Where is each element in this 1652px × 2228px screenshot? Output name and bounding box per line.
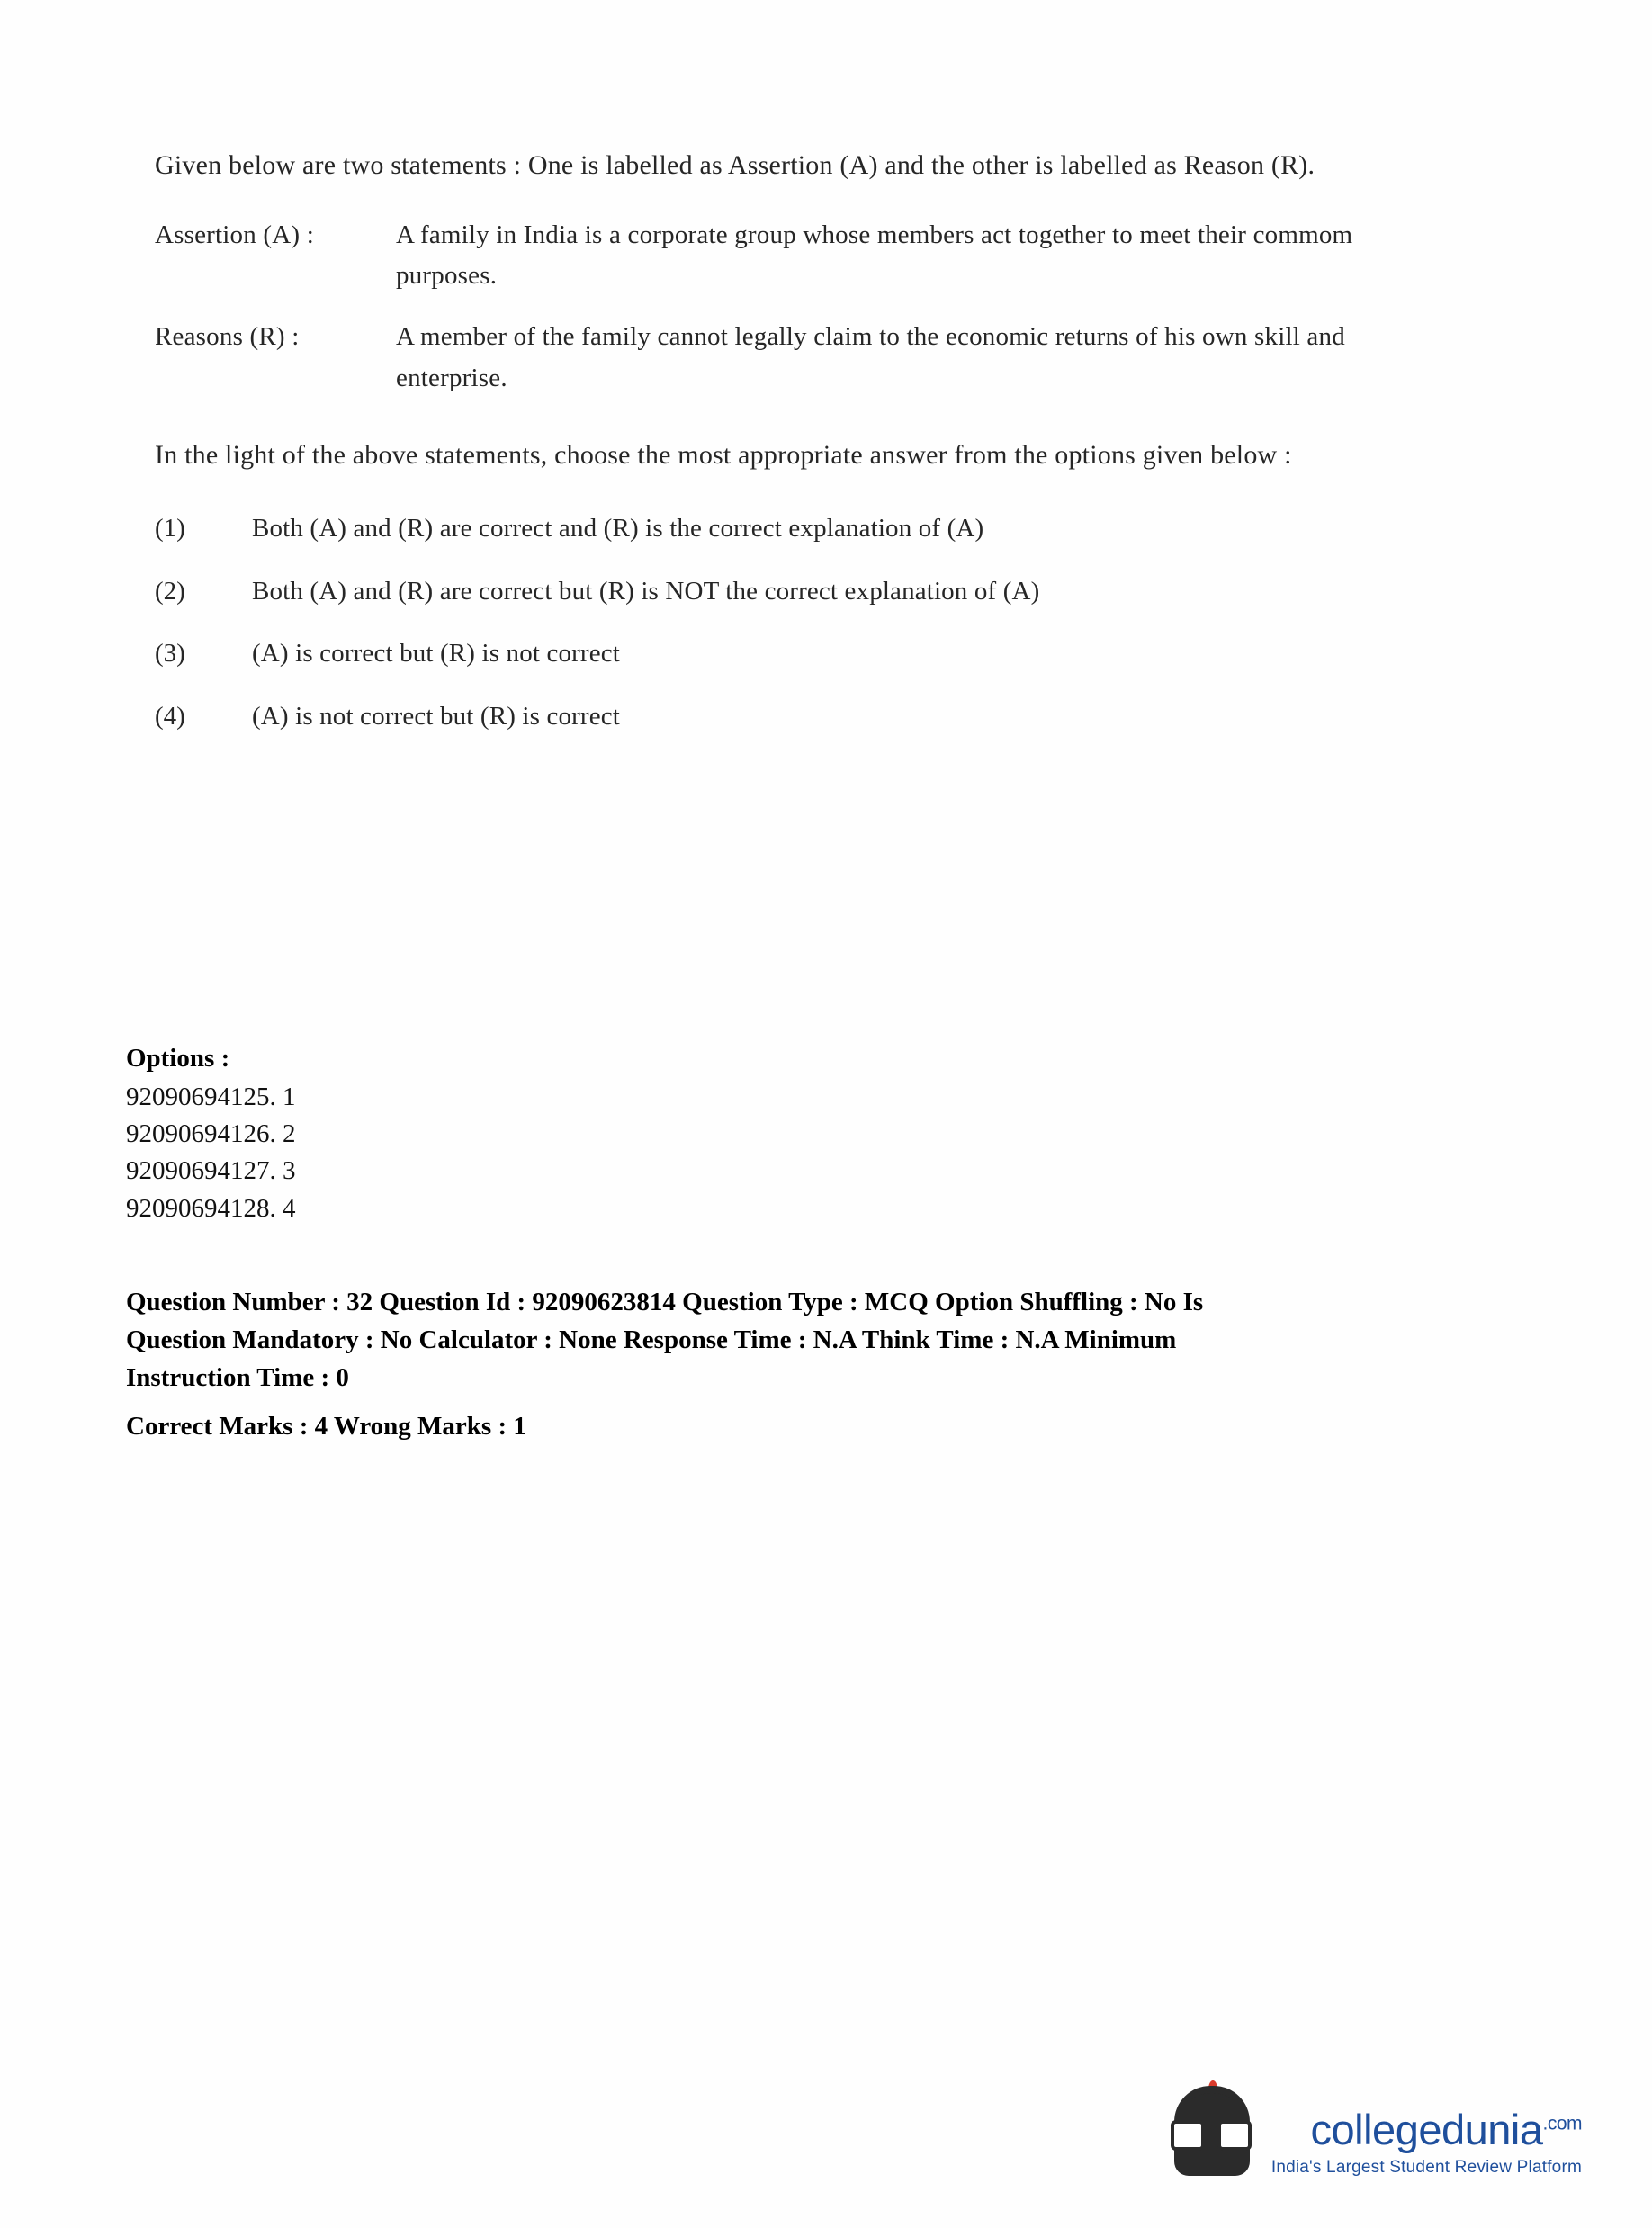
watermark-brand xyxy=(1311,2108,1582,2151)
assertion-label: Assertion (A) : xyxy=(155,220,314,249)
choice-2-number: (2) xyxy=(155,576,185,606)
answer-key-block xyxy=(126,1044,1476,1445)
choice-1-text: Both (A) and (R) are correct and (R) is the correct explanation of (A) xyxy=(252,514,984,544)
choice-4-text: (A) is not correct but (R) is correct xyxy=(252,701,620,731)
watermark-tagline: India's Largest Student Review Platform xyxy=(1270,2158,1582,2177)
option-id-2: 92090694126. 2 xyxy=(126,1119,296,1149)
choice-3-text: (A) is correct but (R) is not correct xyxy=(252,639,620,669)
watermark-brand-name: collegedunia xyxy=(1310,2106,1543,2153)
question-content xyxy=(155,144,1396,759)
glasses-bridge xyxy=(1205,2129,1219,2133)
metadata-line-1: Question Number : 32 Question Id : 92090623814 Question Type : MCQ Option Shuffling : No Is xyxy=(126,1287,1204,1316)
collegedunia-watermark xyxy=(1165,2080,1582,2178)
choice-1 xyxy=(155,509,1396,549)
question-lead-in: In the light of the above statements, choose the most appropriate answer from the options given below : xyxy=(155,439,1292,470)
assertion-text: A family in India is a corporate group whose members act together to meet their commom purposes. xyxy=(396,220,1353,291)
choice-1-number: (1) xyxy=(155,514,185,544)
glasses-right-icon xyxy=(1217,2120,1252,2151)
choice-4-number: (4) xyxy=(155,701,185,731)
reason-label: Reasons (R) : xyxy=(155,322,300,352)
question-metadata xyxy=(126,1283,1476,1445)
reason-text: A member of the family cannot legally claim to the economic returns of his own skill and enterprise. xyxy=(396,322,1345,393)
watermark-brand-suffix: .com xyxy=(1542,2113,1582,2134)
option-id-1: 92090694125. 1 xyxy=(126,1083,296,1111)
watermark-text xyxy=(1271,2108,1582,2178)
options-heading: Options : xyxy=(126,1044,230,1073)
option-id-4: 92090694128. 4 xyxy=(126,1193,296,1223)
choice-2 xyxy=(155,572,1396,612)
question-intro: Given below are two statements : One is labelled as Assertion (A) and the other is labelled as Reason (R). xyxy=(155,150,1315,180)
metadata-line-3: Instruction Time : 0 xyxy=(126,1362,349,1392)
option-id-3: 92090694127. 3 xyxy=(126,1156,296,1186)
marks-line: Correct Marks : 4 Wrong Marks : 1 xyxy=(126,1411,526,1441)
choice-3-number: (3) xyxy=(155,639,185,669)
glasses-left-icon xyxy=(1171,2120,1205,2151)
collegedunia-logo-icon xyxy=(1165,2080,1259,2178)
choice-4 xyxy=(155,697,1396,737)
metadata-line-2: Question Mandatory : No Calculator : None Response Time : N.A Think Time : N.A Minimum xyxy=(126,1325,1177,1354)
reason-row xyxy=(155,317,1396,400)
assertion-row xyxy=(155,215,1396,298)
choice-2-text: Both (A) and (R) are correct but (R) is NOT the correct explanation of (A) xyxy=(252,576,1040,606)
choice-3 xyxy=(155,634,1396,674)
